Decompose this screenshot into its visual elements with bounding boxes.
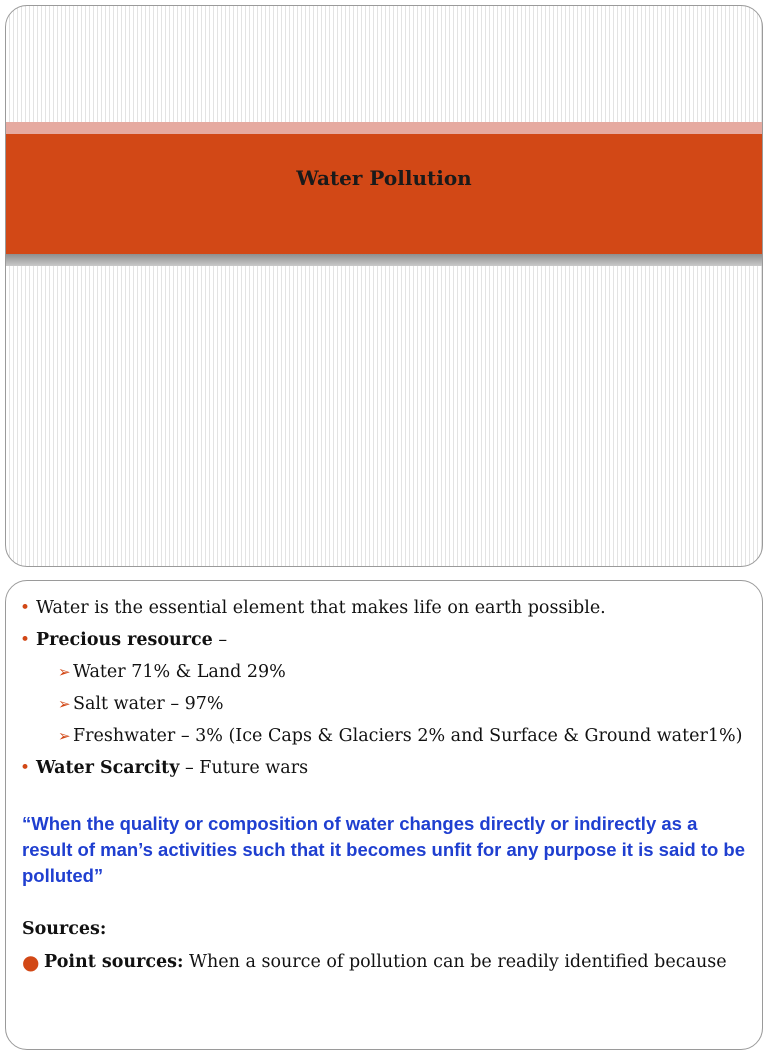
slide-title: Water Pollution: [296, 166, 472, 190]
sub-bullet-freshwater: ➢ Freshwater – 3% (Ice Caps & Glaciers 2% and Surface & Ground water1%): [20, 724, 748, 749]
arrow-bullet-icon: ➢: [58, 663, 71, 681]
bullet-water-scarcity: • Water Scarcity – Future wars: [20, 756, 748, 781]
bullet-point-sources: ● Point sources: When a source of pollution can be readily identified because: [22, 950, 727, 974]
arrow-bullet-icon: ➢: [58, 695, 71, 713]
arrow-bullet-icon: ➢: [58, 727, 71, 745]
slide-content: [20, 596, 748, 975]
title-slide: [5, 5, 763, 567]
sources-heading: Sources:: [22, 919, 107, 939]
title-band-shadow: [6, 254, 762, 266]
bullet-dot-icon: •: [20, 598, 31, 618]
bullet-bold-label: Water Scarcity: [36, 758, 180, 778]
pollution-definition-quote: “When the quality or composition of water changes directly or indirectly as a result of man’s activities such that it becomes unfit for any purpose it is said to be polluted”: [22, 813, 746, 886]
bullet-bold-label: Point sources:: [44, 952, 184, 972]
bullet-dot-icon: ●: [22, 950, 40, 974]
content-slide: [5, 580, 763, 1050]
bullet-bold-label: Precious resource: [36, 630, 213, 650]
sub-bullet-water-land: ➢ Water 71% & Land 29%: [20, 660, 748, 685]
bullet-dot-icon: •: [20, 630, 31, 650]
sub-bullet-salt-water: ➢ Salt water – 97%: [20, 692, 748, 717]
bullet-essential-element: • Water is the essential element that makes life on earth possible.: [20, 596, 748, 621]
bullet-precious-resource: • Precious resource –: [20, 628, 748, 653]
title-band: [6, 134, 762, 254]
title-band-highlight: [6, 122, 762, 134]
bullet-dot-icon: •: [20, 758, 31, 778]
